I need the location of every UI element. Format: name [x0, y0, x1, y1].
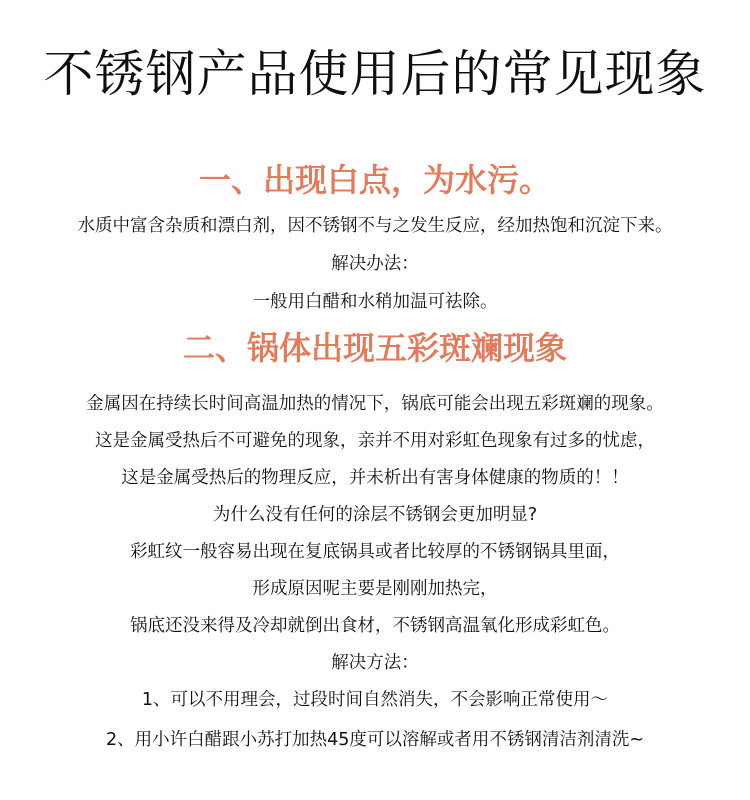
section2-line: 锅底还没来得及冷却就倒出食材，不锈钢高温氧化形成彩虹色。	[130, 616, 620, 636]
section2-line: 金属因在持续长时间高温加热的情况下，锅底可能会出现五彩斑斓的现象。	[86, 394, 664, 414]
section2-heading: 二、锅体出现五彩斑斓现象	[182, 329, 567, 367]
section1-line: 解决办法：	[331, 254, 419, 274]
section2-line: 为什么没有任何的涂层不锈钢会更加明显?	[212, 505, 538, 525]
section2-line: 2、用小许白醋跟小苏打加热45度可以溶解或者用不锈钢清洁剂清洗~	[105, 730, 645, 750]
section2-line: 形成原因呢主要是刚刚加热完，	[252, 579, 498, 599]
section1-heading: 一、出现白点，为水污。	[198, 161, 551, 199]
page-title: 不锈钢产品使用后的常见现象	[43, 45, 707, 103]
section1-line: 一般用白醋和水稍加温可祛除。	[252, 292, 498, 312]
section2-line: 这是金属受热后不可避免的现象，亲并不用对彩虹色现象有过多的忧虑，	[95, 431, 655, 451]
section2-line: 解决方法：	[331, 653, 419, 673]
section1-line: 水质中富含杂质和漂白剂，因不锈钢不与之发生反应，经加热饱和沉淀下来。	[77, 216, 673, 236]
section2-line: 1、可以不用理会，过段时间自然消失，不会影响正常使用～	[141, 690, 609, 710]
section2-line: 彩虹纹一般容易出现在复底锅具或者比较厚的不锈钢锅具里面，	[130, 542, 620, 562]
section2-line: 这是金属受热后的物理反应，并未析出有害身体健康的物质的！！	[121, 468, 629, 488]
